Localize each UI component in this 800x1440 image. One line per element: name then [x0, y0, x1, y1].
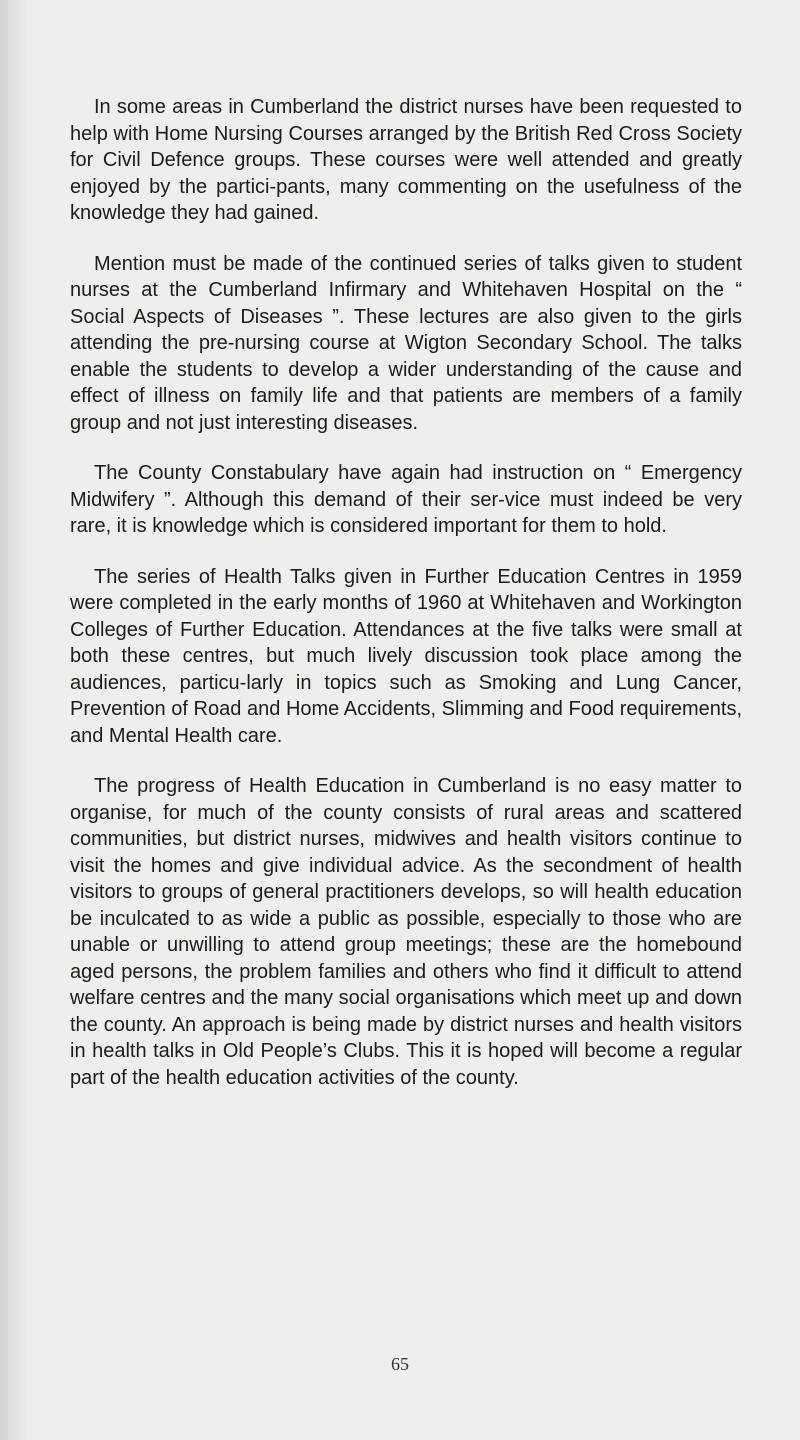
- paragraph-health-education-progress: The progress of Health Education in Cumberland is no easy matter to organise, for much of the county consists of rural areas and scattered communities, but district nurses, midwives and health visitors continue to visit the homes and give individual advice. As the secondment of health visitors to groups of general practitioners develops, so will health education be inculcated to as wide a public as possible, especially to those who are unable or unwilling to attend group meetings; these are the homebound aged persons, the problem families and others who find it difficult to attend welfare centres and the many social organisations which meet up and down the county. An approach is being made by district nurses and health visitors in health talks in Old People’s Clubs. This it is hoped will become a regular part of the health education activities of the county.: [70, 775, 742, 1089]
- paragraph-constabulary-midwifery: The County Constabulary have again had instruction on “ Emergency Midwifery ”. Although this demand of their ser-vice must indeed be very rare, it is knowledge which is considered important for them to hold.: [70, 462, 742, 537]
- scan-page-edge: [0, 0, 28, 1440]
- page-number: 65: [391, 1354, 409, 1374]
- paragraph-home-nursing-courses: In some areas in Cumberland the district nurses have been requested to help with Home Nursing Courses arranged by the British Red Cross Society for Civil Defence groups. These courses were well attended and greatly enjoyed by the partici-pants, many commenting on the usefulness of the knowledge they had gained.: [70, 96, 742, 224]
- paragraph-further-education-talks: The series of Health Talks given in Further Education Centres in 1959 were completed in the early months of 1960 at Whitehaven and Workington Colleges of Further Education. Attendances at the five talks were small at both these centres, but much lively discussion took place among the audiences, particu-larly in topics such as Smoking and Lung Cancer, Prevention of Road and Home Accidents, Slimming and Food requirements, and Mental Health care.: [70, 565, 742, 747]
- paragraph-student-nurse-talks: Mention must be made of the continued series of talks given to student nurses at the Cumberland Infirmary and Whitehaven Hospital on the “ Social Aspects of Diseases ”. These lectures are also given to the girls attending the pre-nursing course at Wigton Secondary School. The talks enable the students to develop a wider understanding of the cause and effect of illness on family life and that patients are members of a family group and not just interesting diseases.: [70, 252, 742, 434]
- document-page: [70, 94, 742, 1115]
